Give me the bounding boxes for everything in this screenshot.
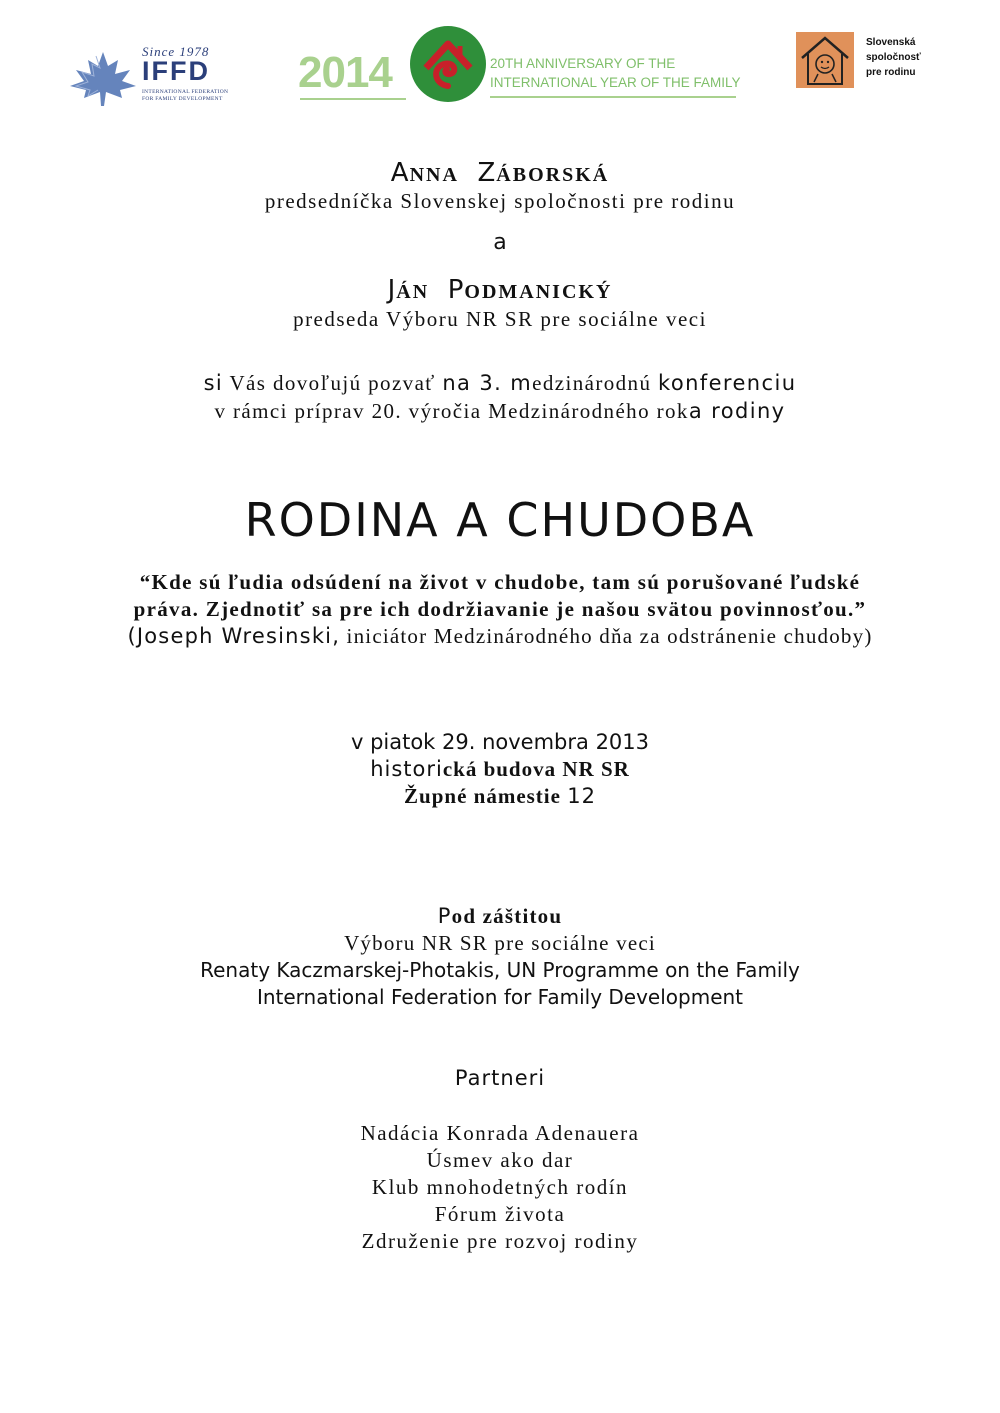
ssr-name-line1: Slovenská xyxy=(866,37,916,48)
host-name-2-first-initial: J xyxy=(387,275,397,305)
iyf-underline-right xyxy=(490,96,736,98)
quote-author: (Joseph Wresinski, xyxy=(127,624,341,648)
invitation-line-2 xyxy=(0,399,1000,424)
partner-item: Združenie pre rozvoj rodiny xyxy=(361,1229,639,1253)
partner-item: Úsmev ako dar xyxy=(426,1148,574,1172)
auspices-heading-initial: P xyxy=(437,904,452,928)
ssr-name-line2: spoločnosť xyxy=(866,52,921,63)
auspices-line-2: Renaty Kaczmarskej-Photakis, UN Programme on the Family xyxy=(200,958,800,982)
host-name-1 xyxy=(0,158,1000,188)
host-role-1: predsedníčka Slovenskej spoločnosti pre rodinu xyxy=(264,189,736,213)
partner-item: Klub mnohodetných rodín xyxy=(371,1175,629,1199)
auspices-heading xyxy=(0,904,1000,929)
quote-attribution xyxy=(0,624,1000,649)
host-name-1-last-rest: ÁBORSKÁ xyxy=(496,164,610,186)
auspices-heading-rest: od záštitou xyxy=(451,904,563,928)
iffd-wordmark: IFFD xyxy=(142,56,210,86)
invitation-context-end: a rodiny xyxy=(688,399,786,423)
iffd-subtitle-line1: INTERNATIONAL FEDERATION xyxy=(142,89,229,95)
quote-line-1: “Kde sú ľudia odsúdení na život v chudobe, tam sú porušované ľudské xyxy=(139,570,861,594)
iyf-year: 2014 xyxy=(298,48,392,97)
event-venue-start: histori xyxy=(370,757,443,781)
partners-heading: Partneri xyxy=(454,1066,546,1090)
host-role-2: predseda Výboru NR SR pre sociálne veci xyxy=(293,307,707,331)
maple-leaf-icon xyxy=(66,50,140,106)
iyf-underline-left xyxy=(300,98,406,100)
host-name-1-first-rest: NNA xyxy=(409,164,459,186)
iffd-subtitle-line2: FOR FAMILY DEVELOPMENT xyxy=(142,96,223,102)
house-family-icon xyxy=(796,32,854,88)
invitation-conference: konferenciu xyxy=(658,371,797,395)
iffd-logo xyxy=(66,44,229,104)
host-name-2-last-rest: ODMANICKÝ xyxy=(464,281,613,303)
iyf-line2: INTERNATIONAL YEAR OF THE FAMILY xyxy=(490,75,741,90)
event-address xyxy=(0,784,1000,809)
family-emblem-icon xyxy=(408,24,488,104)
event-venue-rest: cká budova NR SR xyxy=(442,757,630,781)
partner-item: Nadácia Konrada Adenauera xyxy=(360,1121,640,1145)
conjunction: a xyxy=(493,230,507,255)
iyf-anniversary-logo xyxy=(296,24,740,104)
host-name-2-first-rest: ÁN xyxy=(396,281,430,303)
ssr-logo-box xyxy=(796,32,854,88)
event-date: v piatok 29. novembra 2013 xyxy=(350,730,650,754)
host-name-2 xyxy=(0,275,1000,305)
auspices-line-3: International Federation for Family Development xyxy=(256,985,744,1009)
event-venue xyxy=(0,757,1000,782)
invitation-line-1 xyxy=(0,371,1000,396)
partner-item: Fórum života xyxy=(434,1202,566,1226)
invitation-si: si xyxy=(203,371,224,395)
event-address-street: Župné námestie xyxy=(404,784,561,808)
quote-line-2: práva. Zjednotiť sa pre ich dodržiavanie je našou svätou povinnosťou.” xyxy=(133,597,867,621)
iyf-line1: 20TH ANNIVERSARY OF THE xyxy=(490,56,676,71)
invitation-intl: edzinárodnú xyxy=(532,371,652,395)
host-name-1-last-initial: Z xyxy=(477,158,497,188)
invitation-context: v rámci príprav 20. výročia Medzinárodného rok xyxy=(214,399,689,423)
ssr-logo xyxy=(796,32,936,92)
host-name-1-first-initial: A xyxy=(390,158,410,188)
auspices-line-1: Výboru NR SR pre sociálne veci xyxy=(344,931,656,955)
conference-title: RODINA A CHUDOBA xyxy=(244,493,756,547)
invitation-number: na 3. m xyxy=(442,371,533,395)
host-name-2-last-initial: P xyxy=(447,275,465,305)
event-address-number: 12 xyxy=(567,784,596,808)
invitation-verb: Vás dovoľujú pozvať xyxy=(229,371,436,395)
ssr-name-line3: pre rodinu xyxy=(866,67,916,78)
iffd-since-text: Since 1978 xyxy=(142,44,210,59)
quote-author-role: iniciátor Medzinárodného dňa za odstránenie chudoby) xyxy=(346,624,873,648)
